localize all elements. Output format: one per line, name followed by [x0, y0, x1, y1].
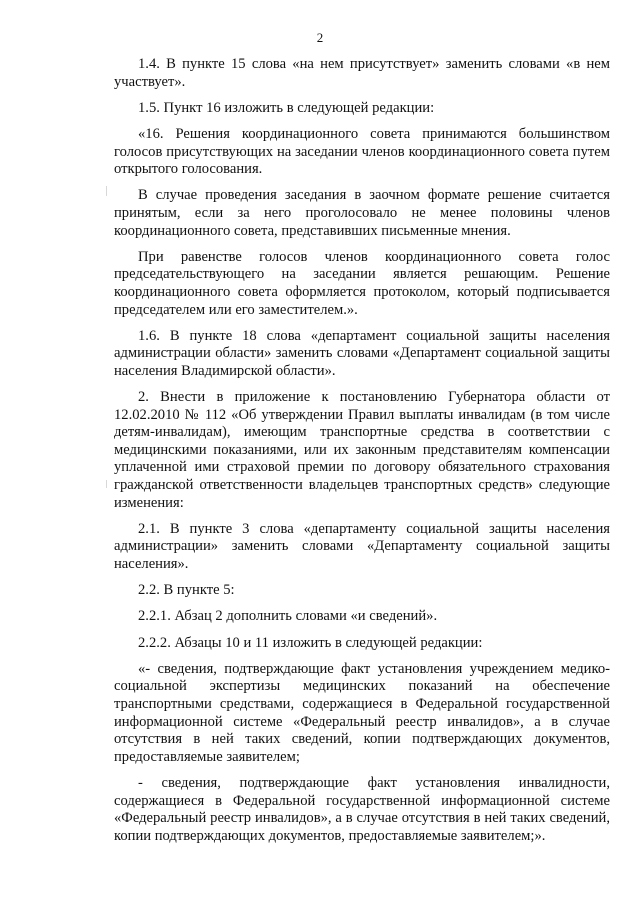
paragraph-2: 2. Внести в приложение к постановлению Губернатора области от 12.02.2010 № 112 «Об утверждении Правил выплаты инвалидам (в том числе детям-инвалидам), имеющим транспортные средства в соответствии с медицинскими показаниями, или их законным представителям компенсации уплаченной ими страховой премии по договору обязательного страхования гражданской ответственности владельцев транспортных средств» следующие изменения:	[114, 389, 610, 511]
document-body	[114, 56, 610, 854]
margin-mark	[106, 480, 107, 488]
paragraph-1-5: 1.5. Пункт 16 изложить в следующей редакции:	[138, 99, 435, 116]
paragraph-equal-votes: При равенстве голосов членов координационного совета голос председательствующего на заседании является решающим. Решение координационного совета оформляется протоколом, который подписывается председателем или его заместителем.».	[114, 248, 610, 318]
paragraph-item-16: «16. Решения координационного совета принимаются большинством голосов присутствующих на заседании членов координационного совета путем открытого голосования.	[114, 125, 610, 178]
page-number: 2	[316, 30, 324, 45]
paragraph-quote-item-2: - сведения, подтверждающие факт установления инвалидности, содержащиеся в Федеральной государственной информационной системе «Федеральный реестр инвалидов», а в случае отсутствия в ней таких сведений, копии подтверждающих документов, предоставляемые заявителем;».	[114, 774, 610, 844]
margin-mark	[106, 186, 107, 196]
paragraph-2-1: 2.1. В пункте 3 слова «департаменту социальной защиты населения администрации» заменить словами «Департаменту социальной защиты населения».	[114, 520, 610, 572]
paragraph-1-4: 1.4. В пункте 15 слова «на нем присутствует» заменить словами «в нем участвует».	[114, 56, 610, 90]
paragraph-quote-item-1: «- сведения, подтверждающие факт установления учреждением медико-социальной экспертизы медицинских показаний на обеспечение транспортными средствами, содержащиеся в Федеральной государственной информационной системе «Федеральный реестр инвалидов», а в случае отсутствия в ней таких сведений, копии подтверждающих документов, предоставляемые заявителем;	[114, 660, 610, 765]
paragraph-2-2-1: 2.2.1. Абзац 2 дополнить словами «и сведений».	[138, 608, 438, 625]
paragraph-remote-meeting: В случае проведения заседания в заочном формате решение считается принятым, если за него проголосовало не менее половины членов координационного совета, представивших письменные мнения.	[114, 187, 610, 239]
paragraph-1-6: 1.6. В пункте 18 слова «департамент социальной защиты населения администрации области» заменить словами «Департамент социальной защиты населения Владимирской области».	[114, 327, 610, 379]
paragraph-2-2: 2.2. В пункте 5:	[138, 582, 235, 599]
paragraph-2-2-2: 2.2.2. Абзацы 10 и 11 изложить в следующей редакции:	[138, 634, 483, 651]
